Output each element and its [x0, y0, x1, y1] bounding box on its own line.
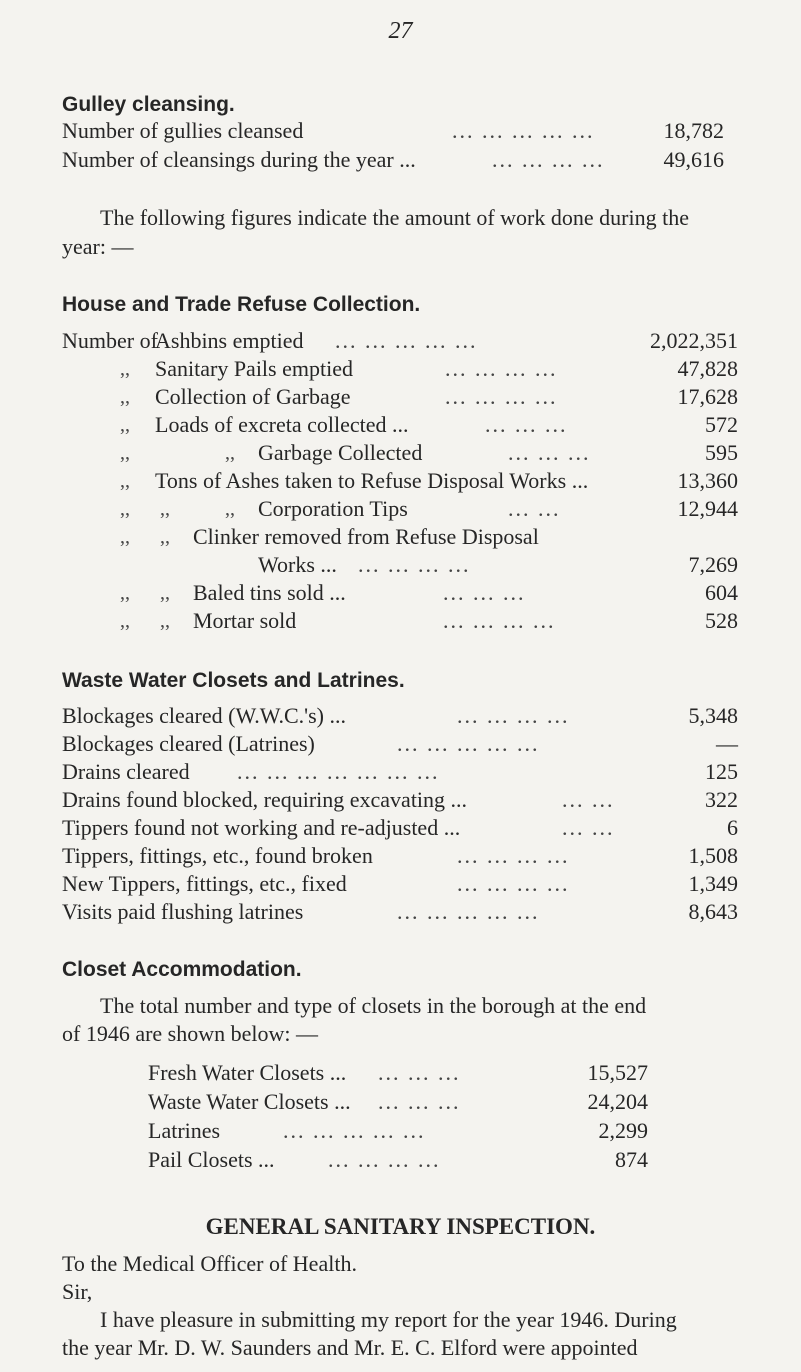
row-label: Baled tins sold ...: [193, 580, 346, 605]
row-label: Number of cleansings during the year ...: [62, 147, 416, 172]
row-label: New Tippers, fittings, etc., fixed: [62, 871, 347, 896]
row-label: Works ...: [258, 552, 337, 577]
row-label: Visits paid flushing latrines: [62, 899, 304, 924]
row-value: 15,527: [587, 1060, 648, 1085]
row-value: 1,508: [688, 843, 738, 868]
row-value: —: [716, 731, 738, 756]
row-label: Tippers found not working and re-adjusted ...: [62, 815, 461, 840]
row-label: Drains cleared: [62, 759, 190, 784]
leader-dots: ... ... ... ...: [492, 147, 605, 172]
wwc-heading: Waste Water Closets and Latrines.: [62, 669, 405, 692]
ditto-mark: ,,: [160, 526, 170, 548]
leader-dots: ... ... ... ...: [445, 356, 558, 381]
ditto-mark: ,,: [160, 582, 170, 604]
leader-dots: ... ... ... ...: [445, 384, 558, 409]
leader-dots: ... ... ... ... ...: [283, 1118, 426, 1143]
row-value: 13,360: [677, 468, 738, 493]
row-label: Fresh Water Closets ...: [148, 1060, 347, 1085]
inspection-paragraph-line: I have pleasure in submitting my report for the year 1946. During: [100, 1307, 677, 1332]
leader-dots: ... ... ... ... ...: [397, 731, 540, 756]
row-value: 7,269: [688, 552, 738, 577]
inspection-paragraph-line: the year Mr. D. W. Saunders and Mr. E. C. Elford were appointed: [62, 1335, 638, 1360]
leader-dots: ... ... ... ...: [457, 871, 570, 896]
row-value: 17,628: [677, 384, 738, 409]
ditto-mark: ,,: [120, 470, 130, 492]
leader-dots: ... ... ... ...: [457, 703, 570, 728]
inspection-salutation: Sir,: [62, 1279, 93, 1304]
ditto-mark: ,,: [160, 610, 170, 632]
leader-dots: ... ... ...: [508, 440, 591, 465]
row-value: 874: [615, 1147, 648, 1172]
row-value: 572: [705, 412, 738, 437]
ditto-mark: ,,: [225, 442, 235, 464]
row-value: 2,299: [598, 1118, 648, 1143]
ditto-mark: ,,: [160, 498, 170, 520]
ditto-mark: ,,: [225, 498, 235, 520]
row-value: 24,204: [587, 1089, 648, 1114]
inspection-heading: GENERAL SANITARY INSPECTION.: [205, 1214, 596, 1239]
row-label: Collection of Garbage: [155, 384, 351, 409]
row-label: Loads of excreta collected ...: [155, 412, 409, 437]
row-value: 5,348: [688, 703, 738, 728]
row-label: Clinker removed from Refuse Disposal: [193, 524, 539, 549]
closet-intro-line-2: of 1946 are shown below: —: [62, 1021, 319, 1046]
refuse-heading: House and Trade Refuse Collection.: [62, 293, 421, 316]
leader-dots: ... ... ...: [485, 412, 568, 437]
row-label: Latrines: [148, 1118, 221, 1143]
leader-dots: ... ...: [562, 787, 615, 812]
refuse-prefix: Number of: [62, 328, 158, 353]
row-value: 12,944: [677, 496, 738, 521]
row-label: Blockages cleared (Latrines): [62, 731, 315, 756]
ditto-mark: ,,: [120, 386, 130, 408]
ditto-mark: ,,: [120, 498, 130, 520]
leader-dots: ... ... ... ...: [328, 1147, 441, 1172]
ditto-mark: ,,: [120, 582, 130, 604]
row-value: 2,022,351: [650, 328, 738, 353]
intro-line-2: year: —: [62, 234, 134, 259]
row-value: 18,782: [663, 118, 724, 143]
leader-dots: ... ... ... ...: [443, 608, 556, 633]
row-label: Ashbins emptied: [155, 328, 304, 353]
leader-dots: ... ... ... ... ...: [335, 328, 478, 353]
row-label: Blockages cleared (W.W.C.'s) ...: [62, 703, 346, 728]
leader-dots: ... ... ... ...: [457, 843, 570, 868]
ditto-mark: ,,: [120, 442, 130, 464]
ditto-mark: ,,: [120, 358, 130, 380]
ditto-mark: ,,: [120, 610, 130, 632]
row-value: 49,616: [663, 147, 724, 172]
row-label: Sanitary Pails emptied: [155, 356, 353, 381]
closet-heading: Closet Accommodation.: [62, 958, 302, 981]
row-value: 8,643: [688, 899, 738, 924]
row-value: 125: [705, 759, 738, 784]
row-value: 322: [705, 787, 738, 812]
row-value: 1,349: [688, 871, 738, 896]
row-label: Mortar sold: [193, 608, 297, 633]
intro-line-1: The following figures indicate the amount of work done during the: [100, 205, 689, 230]
leader-dots: ... ...: [562, 815, 615, 840]
row-label: Garbage Collected: [258, 440, 423, 465]
row-value: 528: [705, 608, 738, 633]
row-label: Number of gullies cleansed: [62, 118, 304, 143]
leader-dots: ... ... ...: [378, 1089, 461, 1114]
row-value: 47,828: [677, 356, 738, 381]
row-label: Corporation Tips: [258, 496, 408, 521]
row-value: 604: [705, 580, 738, 605]
leader-dots: ... ... ... ...: [358, 552, 471, 577]
inspection-addressee: To the Medical Officer of Health.: [62, 1251, 357, 1276]
leader-dots: ... ... ...: [443, 580, 526, 605]
leader-dots: ... ... ...: [378, 1060, 461, 1085]
gully-heading: Gulley cleansing.: [62, 93, 235, 116]
leader-dots: ... ... ... ... ... ... ...: [237, 759, 440, 784]
row-label: Tons of Ashes taken to Refuse Disposal Works ...: [155, 468, 589, 493]
row-label: Tippers, fittings, etc., found broken: [62, 843, 373, 868]
leader-dots: ... ... ... ... ...: [397, 899, 540, 924]
leader-dots: ... ... ... ... ...: [452, 118, 595, 143]
row-label: Waste Water Closets ...: [148, 1089, 351, 1114]
leader-dots: ... ...: [508, 496, 561, 521]
ditto-mark: ,,: [120, 526, 130, 548]
row-value: 595: [705, 440, 738, 465]
row-value: 6: [727, 815, 738, 840]
row-label: Drains found blocked, requiring excavating ...: [62, 787, 468, 812]
row-label: Pail Closets ...: [148, 1147, 275, 1172]
closet-intro-line-1: The total number and type of closets in the borough at the end: [100, 993, 647, 1018]
ditto-mark: ,,: [120, 414, 130, 436]
page-number: 27: [388, 18, 413, 44]
